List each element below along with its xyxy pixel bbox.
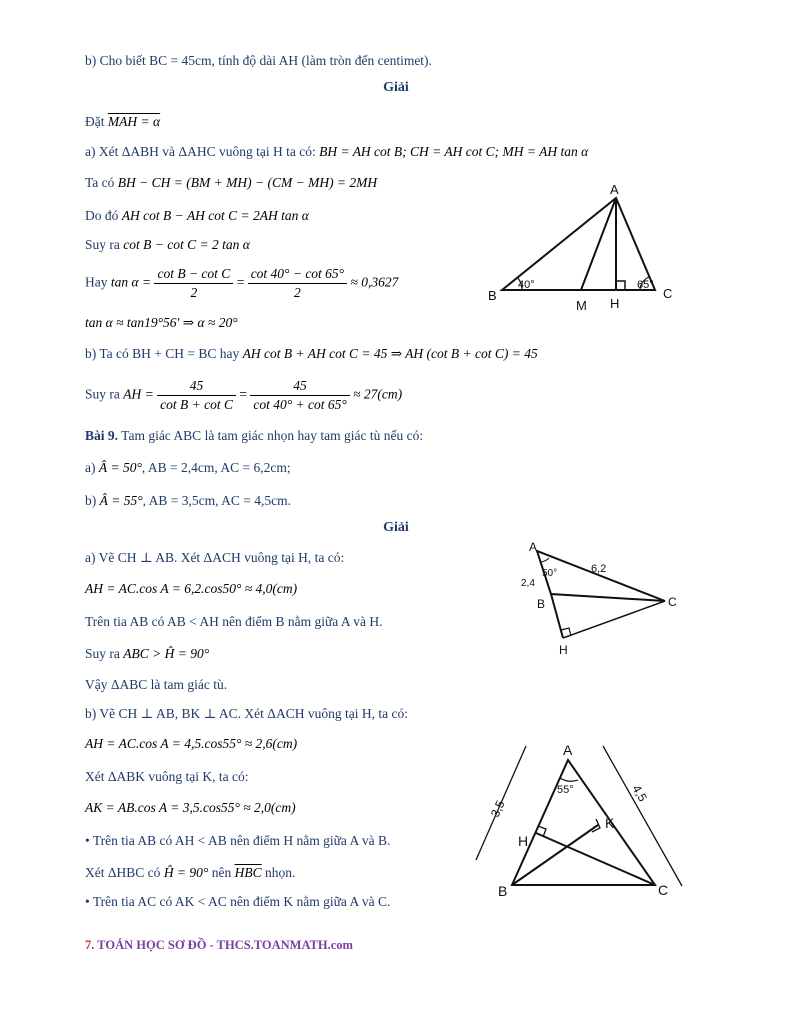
line-18: Vậy ΔABC là tam giác tù.: [85, 677, 228, 692]
problem-9b: [85, 492, 291, 510]
figure-triangle-abc-2: [515, 538, 695, 658]
problem-9-heading: [85, 427, 423, 445]
side-ac-label: 4,5: [629, 782, 650, 804]
footer-text: TOÁN HỌC SƠ ĐỒ - THCS.TOANMATH.com: [94, 938, 353, 952]
figure-triangle-abc-3: [470, 738, 690, 910]
label-h: H: [559, 643, 568, 657]
line-23: • Trên tia AB có AH < AB nên điểm H nằm giữa A và B.: [85, 833, 391, 848]
fraction: [154, 265, 233, 302]
numerator: 45: [250, 377, 349, 396]
line-6: [85, 236, 250, 254]
side-ac-label: 6,2: [591, 563, 607, 575]
label-a: A: [563, 742, 573, 758]
line-25: • Trên tia AC có AK < AC nên điểm K nằm giữa A và C.: [85, 894, 391, 909]
line-15: [85, 580, 297, 598]
text: b) Ta có BH + CH = BC hay: [85, 346, 243, 361]
line-22: [85, 799, 296, 817]
formula: tan α ≈ tan19°56' ⇒ α ≈ 20°: [85, 315, 238, 330]
angle-c-label: 65°: [637, 279, 654, 291]
formula: AH = AC.cos A = 6,2.cos50° ≈ 4,0(cm): [85, 581, 298, 596]
denominator: cot 40° + cot 65°: [253, 397, 347, 412]
label-b: B: [498, 883, 508, 899]
solution-heading-1: Giải: [383, 80, 409, 95]
text: Suy ra: [85, 386, 124, 402]
numerator: cot B − cot C: [154, 265, 233, 284]
line-10: [85, 377, 402, 414]
text: b): [85, 493, 100, 508]
fraction: [250, 377, 349, 414]
denominator: 2: [190, 285, 198, 300]
label-c: C: [668, 595, 677, 609]
formula: ABC > Ĥ = 90°: [123, 646, 210, 661]
text: nên: [208, 865, 235, 880]
formula: ≈ 0,3627: [350, 274, 399, 290]
line-3: [85, 143, 588, 161]
problem-8b-text: b) Cho biết BC = 45cm, tính độ dài AH (làm tròn đến centimet).: [85, 53, 432, 68]
text: , AB = 2,4cm, AC = 6,2cm;: [141, 460, 291, 475]
numerator: 45: [157, 377, 236, 396]
solution-heading-2: Giải: [383, 520, 409, 535]
formula: cot B − cot C = 2 tan α: [123, 237, 250, 252]
side-ab-label: 2,4: [521, 578, 535, 589]
formula: BH − CH = (BM + MH) − (CM − MH) = 2MH: [117, 175, 378, 190]
line-17: [85, 645, 209, 663]
figure-lines: [512, 760, 655, 885]
label-b: B: [488, 288, 497, 303]
formula: MAH = α: [107, 114, 161, 129]
angle-a-label: 55°: [557, 784, 574, 796]
text: nhọn.: [261, 865, 296, 880]
label-a: A: [610, 182, 619, 197]
text: Tam giác ABC là tam giác nhọn hay tam giác tù nếu có:: [118, 428, 424, 443]
line-7: [85, 265, 398, 302]
fraction: [157, 377, 236, 414]
formula: Â = 50°: [98, 460, 142, 475]
text: Hay: [85, 274, 111, 290]
line-5: [85, 207, 309, 225]
label-m: M: [576, 298, 587, 313]
denominator: 2: [294, 285, 301, 300]
formula: AH cot B − AH cot C = 2AH tan α: [121, 208, 309, 223]
formula: AH cot B + AH cot C = 45 ⇒ AH (cot B + cot C) = 45: [242, 346, 538, 361]
line-16: Trên tia AB có AB < AH nên điểm B nằm giữa A và H.: [85, 614, 383, 629]
page-footer: [85, 938, 353, 953]
line-set-alpha: [85, 113, 160, 131]
formula: AK = AB.cos A = 3,5.cos55° ≈ 2,0(cm): [85, 800, 296, 815]
side-ab-label: 3,5: [487, 798, 508, 820]
dimension-lines: [476, 746, 682, 886]
line-14: a) Vẽ CH ⊥ AB. Xét ΔACH vuông tại H, ta có:: [85, 550, 345, 565]
numerator: cot 40° − cot 65°: [248, 265, 347, 284]
equals: =: [236, 274, 245, 290]
text: a): [85, 460, 99, 475]
line-9: [85, 345, 538, 363]
text: Do đó: [85, 208, 122, 223]
label-b: B: [537, 597, 546, 611]
text: Xét ΔHBC có: [85, 865, 164, 880]
label-h: H: [610, 296, 620, 311]
text: a) Xét ΔABH và ΔAHC vuông tại H ta có:: [85, 144, 320, 159]
text: Suy ra: [85, 237, 124, 252]
text: Ta có: [85, 175, 118, 190]
formula: AH =: [123, 386, 158, 402]
formula: ≈ 27(cm): [353, 386, 403, 402]
formula: $\overline{HBC}$: [234, 865, 262, 880]
label-c: C: [663, 286, 673, 301]
label-a: A: [529, 540, 538, 554]
line-19: b) Vẽ CH ⊥ AB, BK ⊥ AC. Xét ΔACH vuông tại H, ta có:: [85, 706, 408, 721]
formula: Ĥ = 90°: [163, 865, 209, 880]
line-20: [85, 735, 297, 753]
formula: tan α =: [110, 274, 155, 290]
text: , AB = 3,5cm, AC = 4,5cm.: [142, 493, 291, 508]
line-8: [85, 314, 238, 332]
denominator: cot B + cot C: [160, 397, 233, 412]
problem-9a: [85, 459, 291, 477]
figure-triangle-abc-1: [480, 178, 690, 318]
label-h: H: [518, 833, 529, 849]
text: Suy ra: [85, 646, 124, 661]
fraction: [248, 265, 347, 302]
formula: AH = AC.cos A = 4,5.cos55° ≈ 2,6(cm): [85, 736, 298, 751]
angle-b-label: 40°: [518, 279, 535, 291]
equals: =: [239, 386, 247, 402]
text: Đặt: [85, 114, 108, 129]
line-4: [85, 174, 377, 192]
figure-lines: [502, 198, 655, 290]
problem-number: Bài 9.: [85, 428, 119, 443]
angle-a-label: 50°: [542, 568, 558, 579]
label-c: C: [658, 882, 669, 898]
label-k: K: [605, 815, 615, 831]
formula: Â = 55°: [99, 493, 143, 508]
page-number: 7.: [85, 938, 95, 952]
line-24: [85, 864, 295, 882]
line-21: Xét ΔABK vuông tại K, ta có:: [85, 769, 249, 784]
formula: BH = AH cot B; CH = AH cot C; MH = AH tan α: [319, 144, 589, 159]
